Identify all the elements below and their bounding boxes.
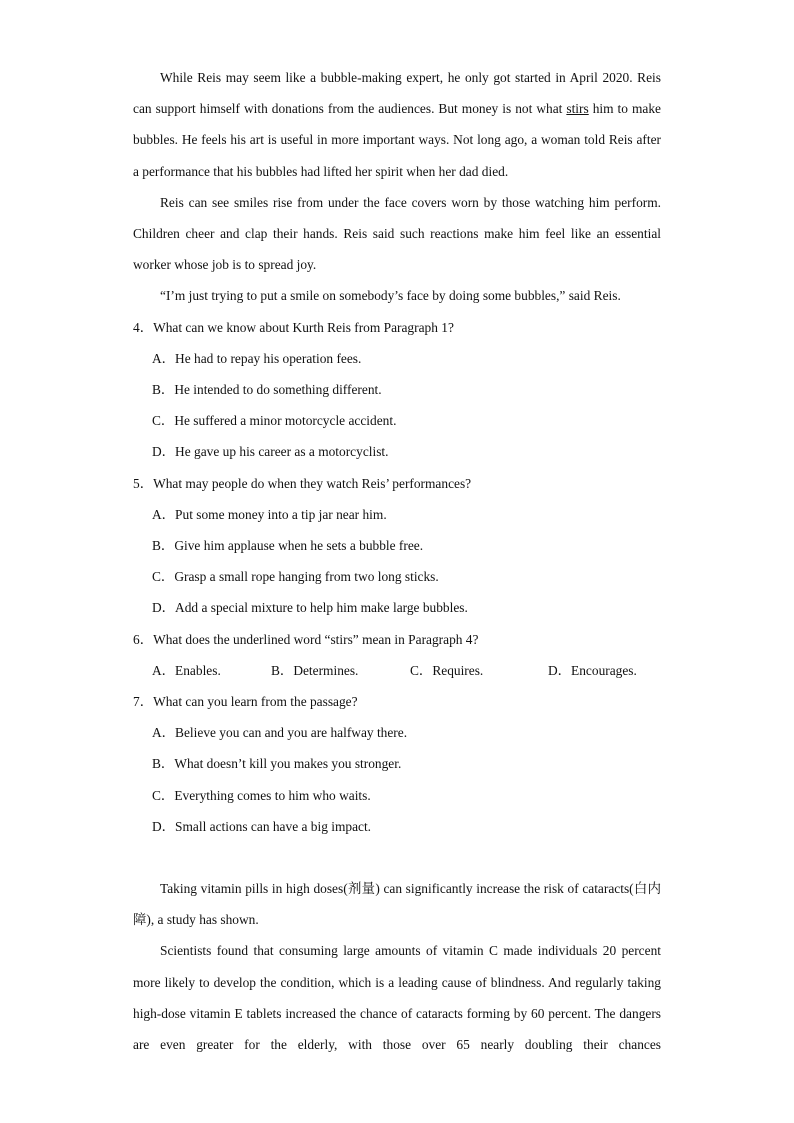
question-4-option-d[interactable]: D．He gave up his career as a motorcyclist.	[152, 444, 389, 460]
question-7-option-b[interactable]: B．What doesn’t kill you makes you stronger.	[152, 756, 402, 772]
question-4-stem: 4．What can we know about Kurth Reis from Paragraph 1?	[133, 319, 454, 335]
paragraph-4-text-start: While Reis may seem like a bubble-making expert, he only got started in April 2020. Reis can support himself with donations from the audiences. But money is not what	[133, 70, 661, 117]
passage2-paragraph-1: Taking vitamin pills in high doses(剂量) can significantly increase the risk of cataracts(白内障), a study has shown.	[133, 881, 661, 928]
question-5-option-a[interactable]: A．Put some money into a tip jar near him.	[152, 506, 387, 522]
question-5-option-c[interactable]: C．Grasp a small rope hanging from two long sticks.	[152, 569, 439, 585]
passage2-paragraph-2: Scientists found that consuming large amounts of vitamin C made individuals 20 percent more likely to develop the condition, which is a leading cause of blindness. And regularly taking high-dose vitamin E tablets increased the chance of cataracts forming by 60 percent. The dangers are even greater for the elderly, with those over 65 nearly doubling their chances	[133, 943, 661, 1053]
question-5-option-b[interactable]: B．Give him applause when he sets a bubble free.	[152, 538, 424, 554]
question-6-option-c[interactable]: C．Requires.	[410, 662, 484, 678]
question-4-option-a[interactable]: A．He had to repay his operation fees.	[152, 350, 362, 366]
question-7-option-c[interactable]: C．Everything comes to him who waits.	[152, 787, 371, 803]
question-7-stem: 7．What can you learn from the passage?	[133, 694, 358, 710]
question-4-option-b[interactable]: B．He intended to do something different.	[152, 382, 382, 398]
question-5-stem: 5．What may people do when they watch Reis’ performances?	[133, 475, 472, 491]
question-7-option-a[interactable]: A．Believe you can and you are halfway there.	[152, 725, 408, 741]
question-6-options-row	[133, 655, 661, 686]
question-6-option-d[interactable]: D．Encourages.	[548, 662, 637, 678]
underlined-word-stirs: stirs	[566, 101, 589, 117]
paragraph-4-text-end: him to make bubbles. He feels his art is useful in more important ways. Not long ago, a woman told Reis after a performance that his bubbles had lifted her spirit when her dad died.	[133, 101, 661, 179]
question-6-option-a[interactable]: A．Enables.	[152, 662, 221, 678]
question-7-option-d[interactable]: D．Small actions can have a big impact.	[152, 818, 372, 834]
passage1-paragraph-5: Reis can see smiles rise from under the face covers worn by those watching him perform. Children cheer and clap their hands. Reis said such reactions make him feel like an essential worker whose job is to spread joy.	[133, 194, 661, 273]
question-6-stem: 6．What does the underlined word “stirs” mean in Paragraph 4?	[133, 631, 479, 647]
section-spacer	[133, 842, 661, 873]
question-4-option-c[interactable]: C．He suffered a minor motorcycle accident.	[152, 413, 397, 429]
passage1-paragraph-6: “I’m just trying to put a smile on somebody’s face by doing some bubbles,” said Reis.	[160, 288, 621, 304]
question-5-option-d[interactable]: D．Add a special mixture to help him make large bubbles.	[152, 600, 468, 616]
document-page	[133, 62, 661, 1060]
passage1-paragraph-4	[133, 62, 661, 187]
question-6-option-b[interactable]: B．Determines.	[271, 662, 359, 678]
